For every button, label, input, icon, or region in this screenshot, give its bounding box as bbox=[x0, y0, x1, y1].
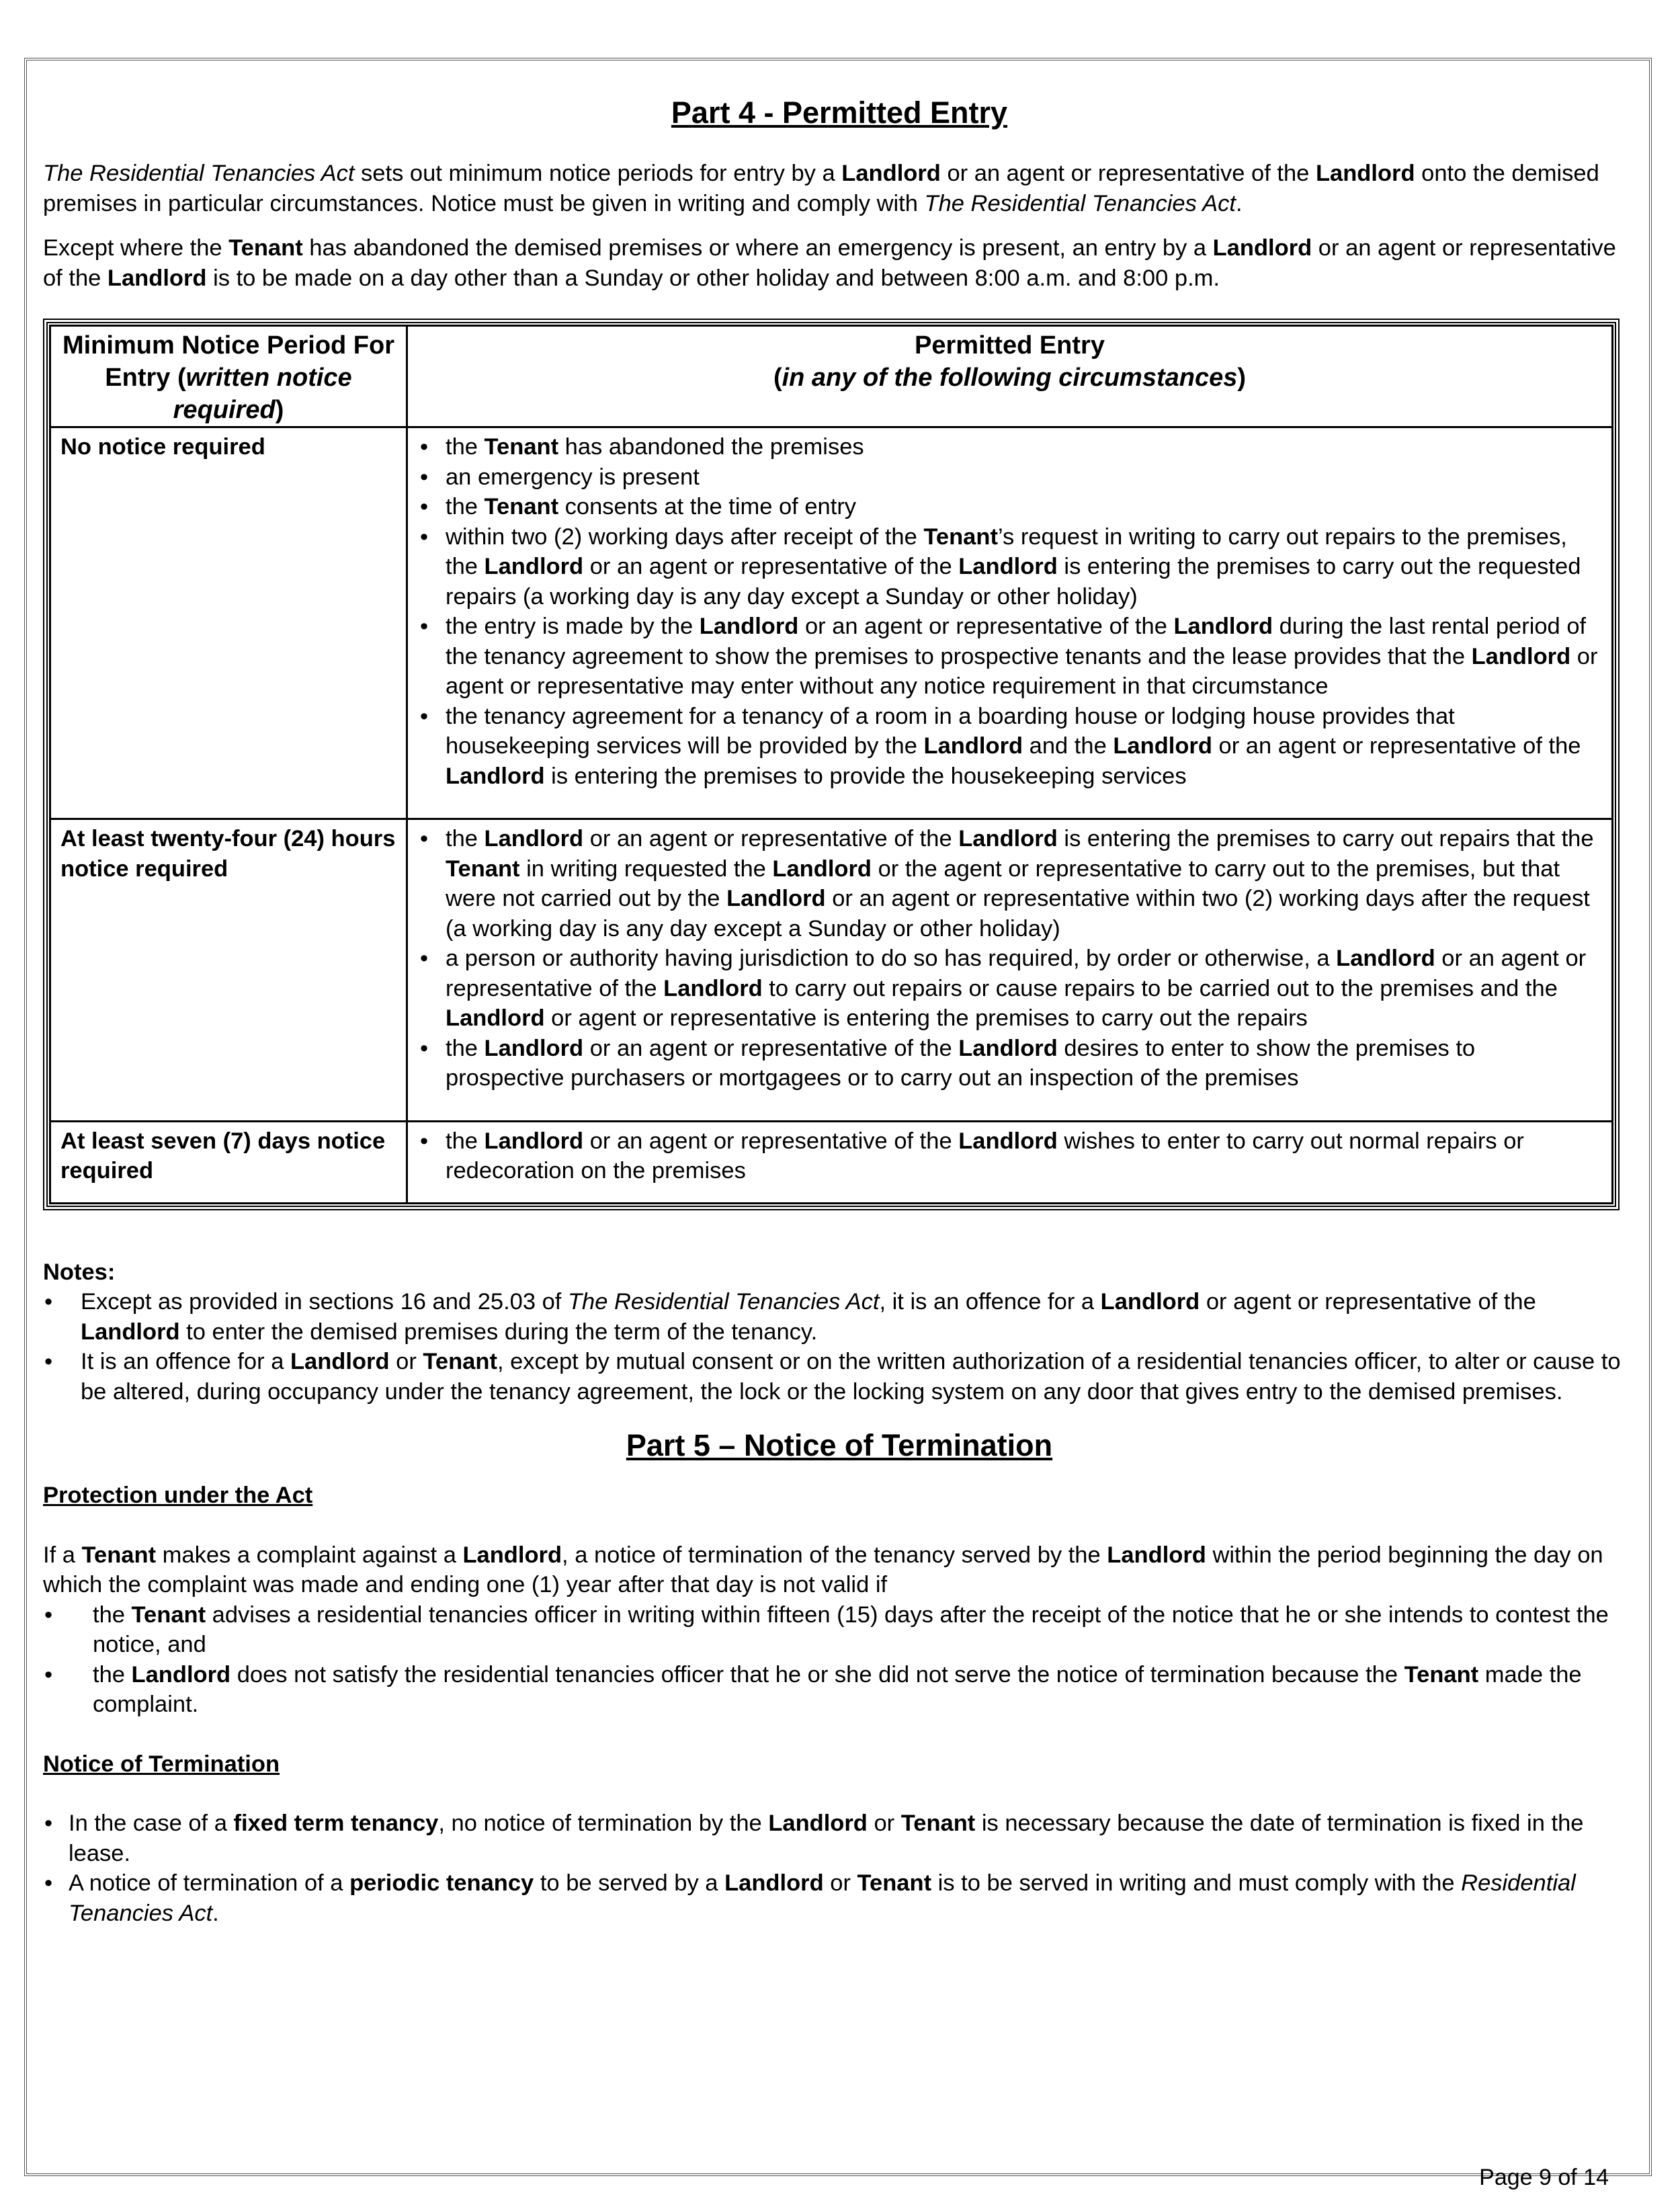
text-run: made the complaint. bbox=[93, 1661, 1582, 1717]
bold-term: Landlord bbox=[1173, 614, 1273, 639]
text-run: the bbox=[446, 494, 485, 519]
bold-term: Landlord bbox=[484, 554, 584, 579]
bold-term: Landlord bbox=[1336, 946, 1435, 971]
text-run: or an agent or representative of the bbox=[583, 1035, 959, 1061]
part5-title: Part 5 – Notice of Termination bbox=[626, 1428, 1053, 1462]
list-item bbox=[43, 1600, 1636, 1660]
protection-list bbox=[43, 1600, 1636, 1720]
text-run: If a bbox=[43, 1542, 82, 1568]
bold-term: Landlord bbox=[484, 1128, 584, 1154]
circumstance-list bbox=[420, 1126, 1598, 1186]
bold-term: Landlord bbox=[663, 975, 763, 1001]
circumstance-item bbox=[420, 432, 1598, 462]
text-run: or an agent or representative of the bbox=[446, 946, 1587, 1001]
text-run: is entering the premises to provide the housekeeping services bbox=[544, 763, 1187, 789]
text-run: wishes to enter to carry out normal repairs or redecoration on the premises bbox=[446, 1128, 1524, 1183]
bold-term: Tenant bbox=[484, 434, 559, 460]
text-run: . bbox=[212, 1900, 219, 1926]
text-run: , except by mutual consent or on the written authorization of a residential tenancies officer, to alter or cause to be altered, during occupancy under the tenancy agreement, the lock or the locking system on any door that gives entry to the demised premises. bbox=[81, 1349, 1621, 1405]
text-run: or agent or representative may enter without any notice requirement in that circumstance bbox=[446, 643, 1598, 699]
circumstance-item bbox=[420, 612, 1598, 702]
italic-term: in any of the following circumstances bbox=[782, 364, 1238, 392]
text-run: or bbox=[389, 1349, 423, 1374]
table-row bbox=[50, 427, 1613, 819]
text-run: , no notice of termination by the bbox=[438, 1811, 769, 1836]
bold-term: Landlord bbox=[768, 1811, 868, 1836]
text-run: to enter the demised premises during the term of the tenancy. bbox=[179, 1319, 818, 1345]
text-run: consents at the time of entry bbox=[558, 494, 857, 519]
text-run: or agent or representative of the bbox=[1200, 1289, 1536, 1315]
circumstance-item bbox=[420, 462, 1598, 493]
text-run: the bbox=[446, 826, 485, 851]
text-run: or an agent or representative of the bbox=[798, 614, 1174, 639]
text-run: or an agent or representative of the bbox=[583, 826, 959, 851]
bold-term: Landlord bbox=[107, 265, 207, 291]
text-run: or agent or representative is entering the premises to carry out the repairs bbox=[544, 1005, 1308, 1031]
circumstance-item bbox=[420, 944, 1598, 1034]
text-run: a person or authority having jurisdiction to do so has required, by order or otherwise, a bbox=[446, 946, 1337, 971]
table-row bbox=[50, 819, 1613, 1122]
header-notice-period bbox=[50, 326, 407, 427]
bold-term: Landlord bbox=[958, 826, 1058, 851]
italic-term: Residential Tenancies Act bbox=[69, 1870, 1576, 1926]
header-permitted-entry-title: Permitted Entry bbox=[915, 331, 1105, 360]
text-run: or the agent or representative to carry out to the premises, but that were not carried out by the bbox=[446, 856, 1560, 911]
page-number: Page 9 of 14 bbox=[1479, 2165, 1609, 2190]
text-run: sets out minimum notice periods for entry by a bbox=[354, 161, 842, 186]
text-run: the bbox=[93, 1661, 132, 1688]
text-run: or an agent or representative of the bbox=[583, 554, 959, 579]
text-run: during the last rental period of the tenancy agreement to show the premises to prospective tenants and the lease provides that the bbox=[446, 614, 1587, 669]
text-run: the bbox=[93, 1601, 132, 1628]
text-run: Minimum Notice Period For Entry ( bbox=[62, 331, 395, 392]
text-run: or an agent or representative of the bbox=[940, 161, 1316, 186]
text-run: A notice of termination of a bbox=[69, 1870, 350, 1896]
permitted-entry-cell bbox=[407, 1121, 1613, 1203]
text-run: to be served by a bbox=[534, 1870, 725, 1896]
text-run: in writing requested the bbox=[519, 856, 773, 882]
bold-term: Landlord bbox=[1100, 1289, 1200, 1315]
circumstance-list bbox=[420, 432, 1598, 791]
text-run: the bbox=[446, 1128, 485, 1154]
circumstance-item bbox=[420, 522, 1598, 612]
bold-term: Tenant bbox=[423, 1349, 497, 1374]
text-run: makes a complaint against a bbox=[156, 1542, 463, 1568]
bold-term: Tenant bbox=[228, 235, 303, 261]
text-run: ) bbox=[275, 396, 284, 424]
text-run: ’s request in writing to carry out repairs to the premises, the bbox=[446, 524, 1567, 579]
text-run: has abandoned the premises bbox=[558, 434, 864, 460]
text-run: an emergency is present bbox=[446, 464, 700, 490]
bold-term: Landlord bbox=[462, 1542, 562, 1568]
bold-term: Landlord bbox=[958, 1035, 1058, 1061]
part4-title: Part 4 - Permitted Entry bbox=[671, 95, 1008, 130]
text-run: ) bbox=[1237, 364, 1247, 392]
italic-term: The Residential Tenancies Act bbox=[567, 1289, 880, 1315]
text-run: or bbox=[867, 1811, 901, 1836]
table-body bbox=[50, 427, 1613, 1204]
text-run: is to be made on a day other than a Sunday or other holiday and between 8:00 a.m. and 8:00 p.m. bbox=[206, 265, 1220, 291]
bold-term: Tenant bbox=[81, 1542, 157, 1568]
permitted-entry-cell bbox=[407, 427, 1613, 819]
italic-term: The Residential Tenancies Act bbox=[924, 190, 1236, 216]
bold-term: Landlord bbox=[1113, 733, 1212, 759]
text-run: In the case of a bbox=[69, 1811, 234, 1836]
text-run: , it is an offence for a bbox=[879, 1289, 1101, 1315]
bold-term: Landlord bbox=[1107, 1542, 1206, 1568]
circumstance-list bbox=[420, 824, 1598, 1093]
bold-term: Landlord bbox=[484, 1035, 584, 1061]
bold-term: Landlord bbox=[958, 1128, 1058, 1154]
notice-period-cell: At least twenty-four (24) hours notice required bbox=[50, 819, 407, 1122]
text-run: the bbox=[446, 1035, 485, 1061]
text-run: the tenancy agreement for a tenancy of a room in a boarding house or lodging house provides that housekeeping services will be provided by the bbox=[446, 703, 1455, 759]
italic-term: The Residential Tenancies Act bbox=[43, 161, 355, 186]
table-row bbox=[50, 1121, 1613, 1203]
bold-term: Landlord bbox=[290, 1349, 390, 1374]
text-run: , a notice of termination of the tenancy served by the bbox=[562, 1542, 1107, 1568]
text-run: is entering the premises to carry out the requested repairs (a working day is any day except a Sunday or other holiday) bbox=[446, 554, 1581, 610]
text-run: ( bbox=[773, 364, 782, 392]
bold-term: Landlord bbox=[726, 886, 826, 911]
list-item bbox=[43, 1868, 1636, 1928]
bold-term: Tenant bbox=[857, 1870, 932, 1896]
permitted-entry-table bbox=[43, 319, 1620, 1210]
bold-term: Landlord bbox=[724, 1870, 824, 1896]
bold-term: Landlord bbox=[1471, 643, 1571, 669]
circumstance-item bbox=[420, 824, 1598, 944]
text-run: is to be served in writing and must comply with the bbox=[931, 1870, 1462, 1896]
text-run: within two (2) working days after receipt of the bbox=[446, 524, 924, 550]
notice-period-cell: At least seven (7) days notice required bbox=[50, 1121, 407, 1203]
protection-intro bbox=[43, 1540, 1636, 1600]
text-run: or an agent or representative within two (2) working days after the request (a working day is any day except a Sunday or other holiday) bbox=[446, 886, 1590, 942]
bold-term: periodic tenancy bbox=[349, 1870, 534, 1896]
text-run: does not satisfy the residential tenancies officer that he or she did not serve the notice of termination because the bbox=[230, 1661, 1404, 1688]
bold-term: Landlord bbox=[923, 733, 1023, 759]
bold-term: Tenant bbox=[484, 494, 559, 519]
text-run: . bbox=[1235, 190, 1243, 216]
permitted-entry-cell bbox=[407, 819, 1613, 1122]
entry-time-restriction bbox=[43, 233, 1636, 293]
text-run: or an agent or representative of the bbox=[1212, 733, 1581, 759]
notice-period-cell: No notice required bbox=[50, 427, 407, 819]
bold-term: Landlord bbox=[841, 161, 941, 186]
header-permitted-entry bbox=[407, 326, 1613, 427]
bold-term: Landlord bbox=[81, 1319, 180, 1345]
notice-heading: Notice of Termination bbox=[43, 1751, 280, 1777]
bold-term: Landlord bbox=[484, 826, 584, 851]
circumstance-item bbox=[420, 702, 1598, 792]
table-header-row bbox=[50, 326, 1613, 427]
bold-term: fixed term tenancy bbox=[233, 1811, 439, 1836]
notice-list bbox=[43, 1808, 1636, 1928]
text-run: and the bbox=[1023, 733, 1114, 759]
bold-term: Tenant bbox=[131, 1601, 206, 1628]
notes-title: Notes: bbox=[43, 1259, 116, 1285]
notes-list bbox=[43, 1287, 1636, 1407]
text-run: within the period beginning the day on which the complaint was made and ending one (1) year after that day is not valid if bbox=[43, 1542, 1603, 1597]
bold-term: Landlord bbox=[446, 763, 545, 789]
text-run: It is an offence for a bbox=[81, 1349, 290, 1374]
bold-term: Tenant bbox=[900, 1811, 976, 1836]
text-run: or an agent or representative of the bbox=[43, 235, 1616, 291]
text-run: or bbox=[823, 1870, 857, 1896]
bold-term: Landlord bbox=[958, 554, 1058, 579]
document-body bbox=[43, 94, 1636, 1928]
bold-term: Tenant bbox=[446, 856, 520, 882]
text-run: is entering the premises to carry out repairs that the bbox=[1057, 826, 1594, 851]
text-run: onto the demised premises in particular circumstances. Notice must be given in writing and comply with bbox=[43, 161, 1599, 216]
bold-term: Tenant bbox=[923, 524, 998, 550]
part4-intro bbox=[43, 159, 1636, 218]
bold-term: Landlord bbox=[699, 614, 799, 639]
text-run: is necessary because the date of termination is fixed in the lease. bbox=[69, 1811, 1584, 1866]
text-run: advises a residential tenancies officer in writing within fifteen (15) days after the receipt of the notice that he or she intends to contest the notice, and bbox=[93, 1601, 1609, 1657]
text-run: Except where the bbox=[43, 235, 229, 261]
text-run: the entry is made by the bbox=[446, 614, 700, 639]
text-run: to carry out repairs or cause repairs to be carried out to the premises and the bbox=[762, 975, 1558, 1001]
list-item bbox=[43, 1287, 1636, 1347]
circumstance-item bbox=[420, 492, 1598, 522]
text-run: has abandoned the demised premises or where an emergency is present, an entry by a bbox=[302, 235, 1213, 261]
protection-heading: Protection under the Act bbox=[43, 1483, 313, 1508]
text-run: Except as provided in sections 16 and 25.03 of bbox=[81, 1289, 568, 1315]
bold-term: Landlord bbox=[131, 1661, 231, 1688]
bold-term: Tenant bbox=[1404, 1661, 1479, 1688]
circumstance-item bbox=[420, 1126, 1598, 1186]
list-item bbox=[43, 1808, 1636, 1868]
text-run: the bbox=[446, 434, 485, 460]
circumstance-item bbox=[420, 1034, 1598, 1093]
italic-term: written notice required bbox=[173, 364, 352, 424]
bold-term: Landlord bbox=[772, 856, 872, 882]
text-run: desires to enter to show the premises to prospective purchasers or mortgagees or to carry out an inspection of the premises bbox=[446, 1035, 1476, 1091]
list-item bbox=[43, 1347, 1636, 1407]
bold-term: Landlord bbox=[1212, 235, 1312, 261]
list-item bbox=[43, 1660, 1636, 1720]
text-run: or an agent or representative of the bbox=[583, 1128, 959, 1154]
bold-term: Landlord bbox=[1315, 161, 1415, 186]
header-permitted-entry-sub bbox=[415, 362, 1605, 394]
bold-term: Landlord bbox=[446, 1005, 545, 1031]
